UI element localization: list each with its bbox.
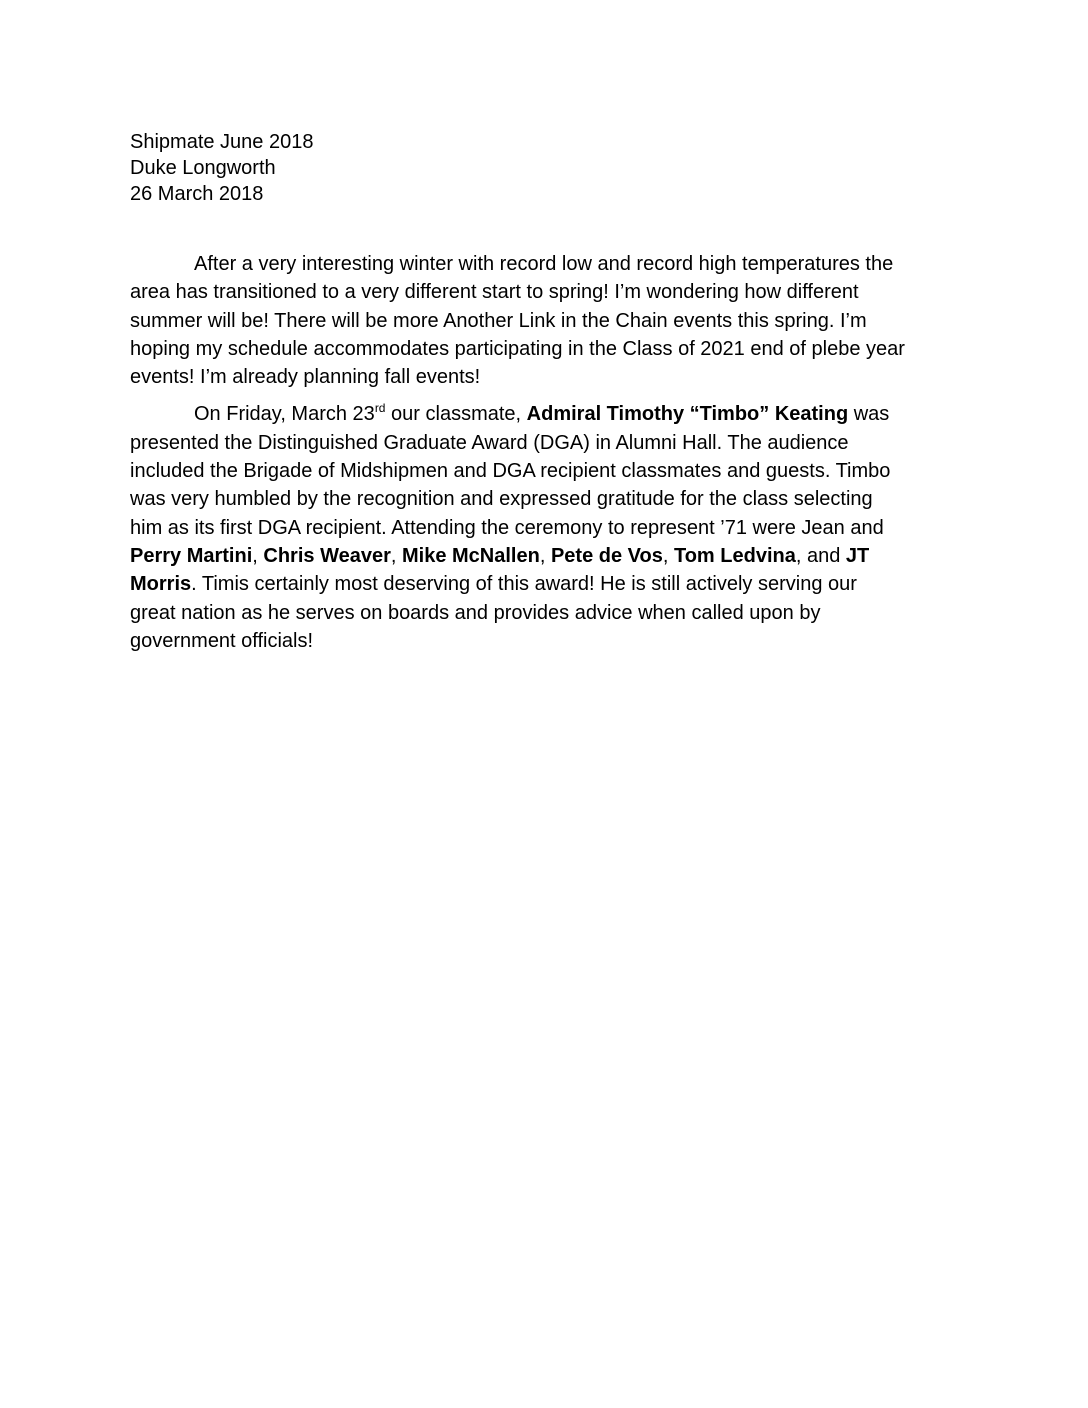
publication-title: Shipmate June 2018 [130, 131, 314, 153]
paragraph-line: great nation as he serves on boards and provides advice when called upon by [130, 601, 821, 624]
paragraph-line: him as its first DGA recipient. Attending the ceremony to represent ’71 were Jean and [130, 516, 884, 539]
author-name: Duke Longworth [130, 157, 276, 179]
attendee-name: Mike McNallen [402, 544, 540, 567]
attendee-name: Chris Weaver [263, 544, 391, 567]
paragraph-2 [130, 400, 970, 655]
paragraph-line: presented the Distinguished Graduate Award (DGA) in Alumni Hall. The audience [130, 431, 849, 454]
paragraph-1 [130, 250, 970, 391]
paragraph-line: included the Brigade of Midshipmen and DGA recipient classmates and guests. Timbo [130, 460, 891, 483]
attendee-name: Tom Ledvina [673, 544, 796, 567]
paragraph-line: summer will be! There will be more Another Link in the Chain events this spring. I’m [130, 309, 867, 332]
attendee-name: JT [845, 544, 870, 567]
paragraph-line: On Friday, March 23rd our classmate, Admiral Timothy “Timbo” Keating was [194, 401, 890, 426]
attendee-name: Morris [130, 573, 192, 596]
honoree-name: Admiral Timothy “Timbo” Keating [526, 403, 849, 426]
document-header [130, 129, 313, 207]
attendee-name: Pete de Vos [550, 544, 663, 567]
paragraph-line: Morris. Timis certainly most deserving of this award! He is still actively serving our [130, 573, 857, 596]
paragraph-line: was very humbled by the recognition and expressed gratitude for the class selecting [130, 488, 873, 511]
ordinal-suffix: rd [374, 401, 386, 416]
paragraph-line: events! I’m already planning fall events! [130, 366, 481, 389]
document-date: 26 March 2018 [130, 183, 264, 205]
paragraph-line: Perry Martini, Chris Weaver, Mike McNallen, Pete de Vos, Tom Ledvina, and JT [130, 544, 870, 567]
paragraph-line: government officials! [130, 629, 314, 652]
attendee-name: Perry Martini [130, 544, 253, 567]
paragraph-line: After a very interesting winter with record low and record high temperatures the [194, 253, 894, 275]
paragraph-line: area has transitioned to a very different start to spring! I’m wondering how different [130, 281, 859, 304]
paragraph-line: hoping my schedule accommodates participating in the Class of 2021 end of plebe year [130, 337, 905, 360]
document-body [130, 250, 970, 664]
